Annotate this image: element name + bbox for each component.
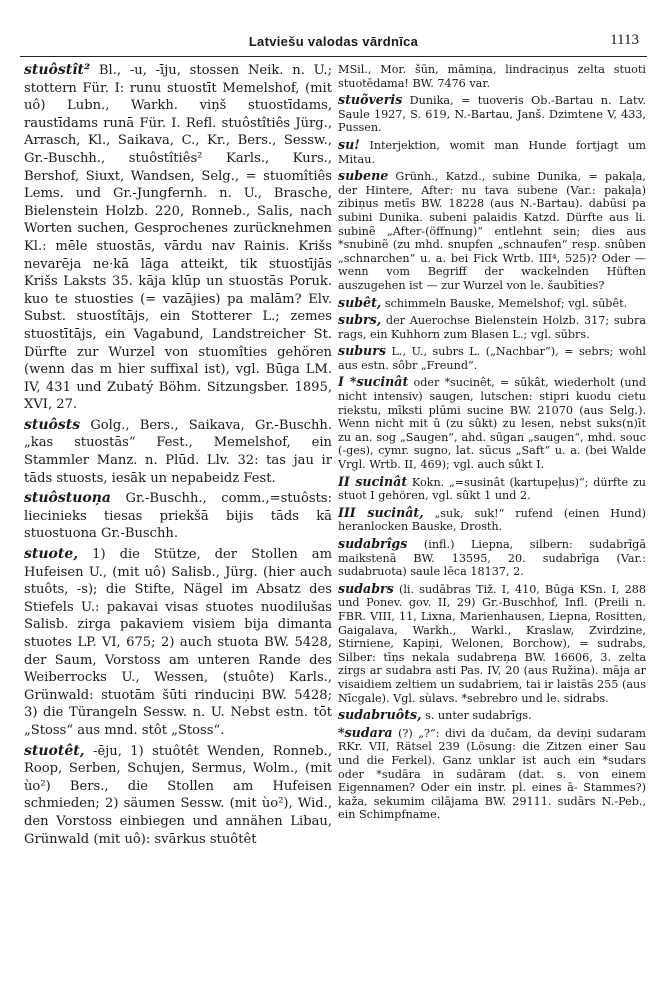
dictionary-entry [338,313,646,341]
dictionary-entry [338,537,646,579]
dictionary-entry [338,344,646,372]
dictionary-entry [338,475,646,503]
running-title: Latviešu valodas vārdnīca [248,34,419,49]
entry-body: -ēju, 1) stuôtêt Wenden, Ronneb., Roop, Serben, Schujen, Sermus, Wolm., (mit ùo²) Bers., die Stollen am Hufeisen schmieden; 2) säumen Sessw. (mit ùo²), Wid., den Vorstoss einbiegen und annähen Libau, Grünwald (mit uô): svārkus stuôtêt [24,743,332,847]
entry-headword: subrs, [338,312,382,328]
entry-headword: sudabrs [338,580,394,596]
dictionary-entry [338,375,646,471]
entry-headword: III sucinât, [338,504,424,520]
entry-body: 1) die Stütze, der Stollen am Hufeisen U., (mit uô) Salisb., Jürg. (hier auch stuôts, -s); die Stifte, Nägel im Absatz des Stiefels U.: pakavai visas stuotes nuodilušas Salisb. zirga pakaviem visiem bija dimanta stuotes LP. VI, 675; 2) auch stuota BW. 5428, der Saum, Vorstoss am unteren Rande des Weiberrocks U., Wessen, (stuôte) Karls., Grünwald: stuotām šūti rinduciņi BW. 5428; 3) die Türangeln Sessw. n. U. Nebst estn. tōt „Stoss“ aus mnd. stôt „Stoss“. [24,547,332,738]
entry-body: (?) „?“: divi da dučam, da deviņi sudaram RKr. VII, Rätsel 239 (Lösung: die Zitzen einer Sau und die Ferkel). Ganz unklar ist auch ein *sudars oder *sudāra in sudāram (dat. s. von einem Eigennamen? Oder ein instr. pl. eines ā- Stammes?) kaža, sekumim cilājama BW. 29111. sudārs N.-Peb., ein Schimpfname. [338,726,646,822]
entry-headword: stuotêt, [24,742,85,759]
entry-headword: I *sucinât [338,374,409,390]
dictionary-entry [338,726,646,822]
dictionary-entry [24,743,332,849]
entry-body: s. unter sudabrîgs. [425,709,532,723]
entry-headword: subêt, [338,294,382,310]
dictionary-entry [24,546,332,740]
entry-body: (infl.) Liepna, silbern: sudabrīgā maikstenā BW. 13595, 20. sudabrīga (Var.: sudabruota) saule lēca 18137, 2. [338,538,646,579]
entry-body: Interjektion, womit man Hunde fortjagt um Mitau. [338,138,646,166]
entry-body: Grünh., Katzd., subine Dunika, = pakaļa, der Hintere, After: nu tava subene (Var.: pakaļa) zibiņus metīs BW. 18228 (aus N.-Bartau). dabūsi pa subini Dunika. subeni palaidis Katzd. Dürfte aus li. subinẽ „After-(öffnung)“ entlehnt sein; dies aus *snubinẽ (zu mhd. snupfen „schnaufen“ resp. snûben „schnarchen“ u. a. bei Fick Wrtb. III⁴, 525)? Oder — wenn vom Begriff der wackelnden Hüften auszugehen ist — zur Wurzel von le. šaubīties? [338,170,646,292]
page-number: 1113 [610,32,639,48]
header-rule [20,56,647,57]
entry-headword: sudabruôts, [338,707,422,723]
entry-headword: stuôstuoņa [24,490,111,507]
entry-headword: *sudara [338,724,393,740]
entry-headword: stuõveris [338,92,403,108]
entry-body: MSil., Mor. šūn, māmiņa, lindraciņus zelta stuoti stuotēdama! BW. 7476 var. [338,63,646,90]
entry-body: Kokn. „=susinât (kartupeļus)“; dürfte zu stuot I gehören, vgl. sûkt 1 und 2. [338,475,646,503]
dictionary-entry [338,138,646,166]
dictionary-entry [338,506,646,534]
entry-headword: stuôstît² [24,62,91,78]
entry-body: L., U., subrs L. („Nachbar“), = sebrs; wohl aus estn. sôbr „Freund“. [338,345,646,372]
entry-headword: su! [338,136,360,152]
entry-body: Dunika, = tuoveris Ob.-Bartau n. Latv. Saule 1927, S. 619, N.-Bartau, Janš. Dzimtene V, 433, Pussen. [338,94,646,135]
entry-headword: suburs [338,343,386,359]
dictionary-entry [24,490,332,543]
entry-body: „suk, suk!“ rufend (einen Hund) heranlocken Bauske, Drosth. [338,506,646,534]
entry-headword: subene [338,168,389,184]
dictionary-entry-continuation [338,62,646,90]
entry-headword: sudabrîgs [338,536,408,551]
entry-body: oder *sucinêt, = sūkât, wiederholt (und nicht intensiv) saugen, lutschen: stipri kuodu cietu riekstu, mīksti plūmi sucine BW. 21070 (aus Selg.). Wenn nicht mit ū (zu sûkt) zu lesen, nebst suks(n)īt zu an. sog „Saugen“, ahd. sūgan „saugen“, mhd. souc (-ges), cymr. sugno, lat. sūcus „Saft“ u. a. (bei Walde Vrgl. Wrtb. II, 469); vgl. auch sûkt I. [338,376,646,472]
entry-body: Gr.-Buschh., comm.,=stuôsts: liecinieks tiesas priekšā bijis tāds kā stuostuona Gr.-Buschh. [24,491,332,542]
left-column [24,62,332,848]
entry-headword: stuôsts [24,416,81,433]
entry-headword: II sucinât [338,473,408,489]
entry-body: (li. sudābras Tiž. I, 410, Būga KSn. I, 288 und Ponev. gov. II, 29) Gr.-Buschhof, Infl. (Preili n. FBR. VIII, 11, Lixna, Marienhausen, Liepna, Rositten, Gaigalava, Warkh., Warkl., Kraslaw, Zvirdzine, Stirniene, Kapiņi, Welonen, Borchow), = sudrabs, Silber: tīņs nekala sudabreņa BW. 16606, 3. zelta zirgs ar sudabra asti Pas. IV, 20 (aus Ružina). māja ar visaidiem zeltiem un sudabriem, tai ir laistās 255 (aus Nīcgale). Vgl. sùlavs. *sebrebro und le. sidrabs. [338,582,646,705]
entry-headword: stuote, [24,546,79,563]
entry-body: Bl., -u, -īju, stossen Neik. n. U.; stottern Für. I: runu stuostīt Memelshof, (mit uô) Lubn., Warkh. viņš stuostīdams, raustīdams runā Für. I. Refl. stuôstîtiês Jürg., Arrasch, Kl., Saikava, C., Kr., Bers., Sessw., Gr.-Buschh., stuôstîtiês² Karls., Kurs., Bershof, Siuxt, Wandsen, Selg., = stuomîtiês Lems. und Gr.-Jungfernh. n. U., Brasche, Bielenstein Holzb. 220, Ronneb., Salis, nach Worten suchen, Gesprochenes zurücknehmen Kl.: mēle stuostās, vārdu nav Rainis. Krišs nevarēja ne·kā lāga atteikt, tik stuostījās Krišs Laksts 35. kāja klūp un stuostās Poruk. kuo te stuosties (= vazājies) pa malām? Elv. Subst. stuostîtājs, ein Stotterer L.; zemes stuostītājs, ein Vagabund, Landstreicher St. Dürfte zur Wurzel von stuomîties gehören (wenn das m hier suffixal ist), vgl. Būga LM. IV, 431 und Zubatý Böhm. Sitzungsber. 1895, XVI, 27. [24,63,332,413]
entry-body: schimmeln Bauske, Memelshof; vgl. sūbêt. [384,296,628,310]
dictionary-entry [338,582,646,705]
dictionary-entry [24,417,332,487]
dictionary-entry [338,169,646,292]
page-header [20,32,647,54]
dictionary-entry [338,708,646,723]
dictionary-entry [338,93,646,135]
dictionary-entry [338,296,646,311]
entry-body: Golg., Bers., Saikava, Gr.-Buschh. „kas stuostās“ Fest., Memelshof, ein Stammler Manz. n. Plūd. Llv. 32: tas jau ir tāds stuosts, iesāk un nepabeidz Fest. [24,417,332,486]
right-column [338,62,646,822]
dictionary-entry [24,62,332,414]
entry-body: der Auerochse Bielenstein Holzb. 317; subra rags, ein Kuhhorn zum Blasen L.; vgl. sūbrs. [338,314,646,341]
